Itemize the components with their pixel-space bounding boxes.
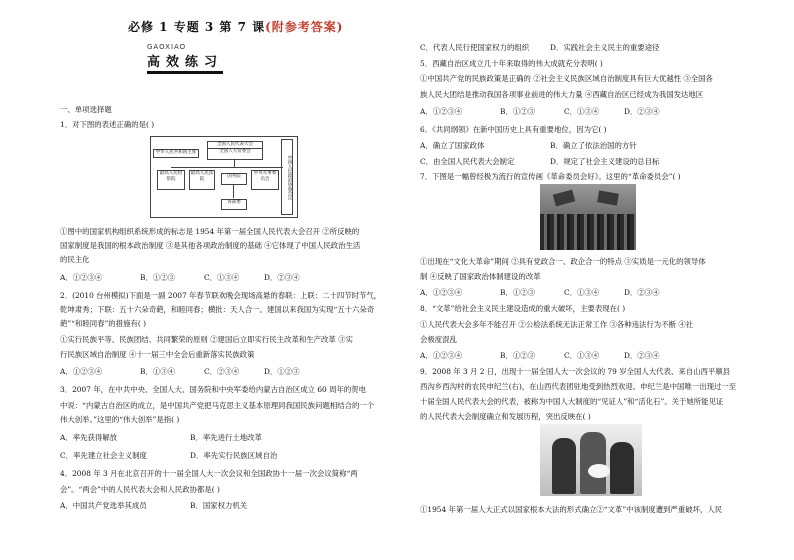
q1-line: 国家制度是我国的根本政治制度 ③是其他各项政治制度的基础 ④它体现了中国人民政治生活 <box>60 241 361 250</box>
q3-option-c[interactable]: C．率先建立社会主义制度 <box>60 451 147 460</box>
q5-line: ①中国共产党的民族政策是正确的 ②社会主义民族区域自治制度具有巨大优越性 ③全国各 <box>420 74 713 83</box>
q4-option-b[interactable]: B．国家权力机关 <box>190 501 248 510</box>
q6-option-a[interactable]: A．确立了国家政体 <box>420 141 485 150</box>
q8-option-b[interactable]: B．①②③ <box>500 351 535 360</box>
q3-option-a[interactable]: A．率先获得解放 <box>60 433 118 442</box>
q5-option-a[interactable]: A．①②③④ <box>420 107 463 116</box>
q5-option-b[interactable]: B．①②③ <box>500 107 535 116</box>
q2-option-b[interactable]: B．①③④ <box>140 367 175 376</box>
q6-line: 6．《共同纲领》在新中国历史上具有重要地位，因为它( ) <box>420 125 607 134</box>
q1-option-a[interactable]: A．①②③④ <box>60 273 103 282</box>
left-column <box>60 0 400 560</box>
section-heading: 一、单项选择题 <box>60 105 112 114</box>
q8-option-d[interactable]: D．②③④ <box>624 351 660 360</box>
q8-option-a[interactable]: A．①②③④ <box>420 351 463 360</box>
q2-option-a[interactable]: A．①②③④ <box>60 367 103 376</box>
q2-line: ①实行民族平等、民族团结、共同繁荣的原则 ②建国后立即实行民主改革和生产改革 ③实 <box>60 335 353 344</box>
q5-line: 5．西藏自治区成立几十年来取得的伟大成就充分表明( ) <box>420 59 603 68</box>
q6-option-d[interactable]: D．规定了社会主义建设的总目标 <box>550 157 660 166</box>
q5-option-c[interactable]: C．①③④ <box>564 107 600 116</box>
q4-option-c[interactable]: C．代表人民行使国家权力的组织 <box>420 43 530 52</box>
q7-line: 制 ④反映了国家政治体制建设的改革 <box>420 272 541 281</box>
logo-pinyin: GAOXIAO <box>147 43 187 51</box>
welcome-photo-image <box>540 424 642 496</box>
q7-line: ①出现在“文化大革命”期间 ②具有党政合一、政企合一的特点 ③实质是一元化的领导体 <box>420 257 706 266</box>
q9-line: ①1954 年第一届人大正式以国家根本大法的形式确立②“文革”中该制度遭到严重破坏，人民 <box>420 505 723 514</box>
q3-line: 伟大创举。”这里的“伟大创举”是指( ) <box>60 415 180 424</box>
q2-line: 2．(2010 台州模拟)下面是一副 2007 年春节联欢晚会现场高悬的春联：上联：二十四节时节气， <box>60 291 382 300</box>
q2-line: 乾坤肃秀；下联：五十六朵奇葩，和睦同春；横批：天人合一。建国以来我国为实现“五十六朵奇 <box>60 305 375 314</box>
org-ministries: 各部委 <box>221 199 247 210</box>
org-line <box>234 159 235 167</box>
org-military: 中央军事委员会 <box>251 170 279 190</box>
q5-line: 族人民大团结是推动我国各项事业前进的伟大力量 ④西藏自治区已经成为我国发达地区 <box>420 90 704 99</box>
org-procuratorate: 最高人民检察院 <box>157 170 185 190</box>
q6-option-b[interactable]: B．确立了依法治国的方针 <box>550 141 637 150</box>
q8-line: 8．“文革”给社会主义民主建设造成的重大破坏，主要表现在( ) <box>420 304 626 313</box>
q1-line: ①图中的国家机构组织系统形成的标志是 1954 年第一届全国人民代表大会召开 ②所反映的 <box>60 227 360 236</box>
q9-line: 西沟乡西沟村的农民申纪兰(右)，在山西代表团驻地受到热烈欢迎。申纪兰是中国唯一出现过一至 <box>420 382 737 391</box>
q4-option-a[interactable]: A．中国共产党选举其成员 <box>60 501 147 510</box>
right-column <box>420 0 755 560</box>
org-chart <box>150 136 298 218</box>
q3-line: 中说：“内蒙古自治区的成立，是中国共产党把马克思主义基本原理同我国民族问题相结合的一个 <box>60 401 375 410</box>
question-1: 1．对下图的表述正确的是( ) <box>60 120 155 129</box>
org-state-council: 国务院 <box>221 173 247 185</box>
q5-option-d[interactable]: D．②③④ <box>624 107 660 116</box>
propaganda-poster-image <box>540 184 636 250</box>
org-court: 最高人民法院 <box>189 170 215 190</box>
q4-line: 4．2008 年 3 月在北京召开的十一届全国人大一次会议和全国政协十一届一次会议简称“两 <box>60 469 358 478</box>
q8-option-c[interactable]: C．①③④ <box>564 351 600 360</box>
org-line <box>171 167 283 168</box>
q7-option-a[interactable]: A．①②③④ <box>420 288 463 297</box>
q2-line: 行民族区域自治制度 ④十一届三中全会后重新落实民族政策 <box>60 350 255 359</box>
q3-option-b[interactable]: B．率先进行土地改革 <box>190 433 262 442</box>
q2-line: 葩”“和睦同春”的措施有( ) <box>60 319 146 328</box>
q4-option-d[interactable]: D．实践社会主义民主的重要途径 <box>550 43 660 52</box>
q2-option-d[interactable]: D．①②③ <box>264 367 300 376</box>
q3-line: 3．2007 年，在中共中央、全国人大、国务院和中央军委给内蒙古自治区成立 60 周年的贺电 <box>60 385 367 394</box>
q1-line: 的民主化 <box>60 255 90 264</box>
title-text: 必修 1 专题 3 第 7 课 <box>128 20 266 34</box>
answer-note: (附参考答案) <box>265 20 344 34</box>
q4-line: 会”。“两会”中的人民代表大会和人民政协都是( ) <box>60 485 220 494</box>
q7-option-d[interactable]: D．②③④ <box>624 288 660 297</box>
q8-line: 会极度混乱 <box>420 335 457 344</box>
q8-line: ①人民代表大会多年不能召开 ②公检法系统无法正常工作 ③各种违法行为不断 ④社 <box>420 320 694 329</box>
q9-line: 十届全国人民代表大会的代表，被称为中国人大制度的“见证人”和“活化石”。关于她所能见证 <box>420 397 724 406</box>
logo-text: 高效练习 <box>147 51 223 74</box>
org-line <box>233 184 234 198</box>
q7-option-c[interactable]: C．①③④ <box>564 288 600 297</box>
q9-line: 的人民代表大会制度确立和发展历程，突出反映在( ) <box>420 412 591 421</box>
org-president: 中华人民共和国主席 <box>153 149 199 158</box>
q1-option-d[interactable]: D．②③④ <box>264 273 300 282</box>
org-cppcc: 中国人民政治协商会议 <box>281 139 293 215</box>
q1-option-b[interactable]: B．①②③ <box>140 273 175 282</box>
q2-option-c[interactable]: C．②③④ <box>204 367 240 376</box>
q6-option-c[interactable]: C．由全国人民代表大会制定 <box>420 157 515 166</box>
q9-line: 9．2008 年 3 月 2 日，出现十一届全国人大一次会议的 79 岁全国人大代表、来自山西平顺县 <box>420 367 731 376</box>
q7-line: 7．下图是一幅曾经极为流行的宣传画《革命委员会好》。这里的“革命委员会”( ) <box>420 172 681 181</box>
q7-option-b[interactable]: B．①②③ <box>500 288 535 297</box>
q1-option-c[interactable]: C．①③④ <box>204 273 240 282</box>
q3-option-d[interactable]: D．率先实行民族区域自治 <box>190 451 278 460</box>
org-npc: 全国人民代表大会 全国人大常委会 <box>207 141 263 160</box>
